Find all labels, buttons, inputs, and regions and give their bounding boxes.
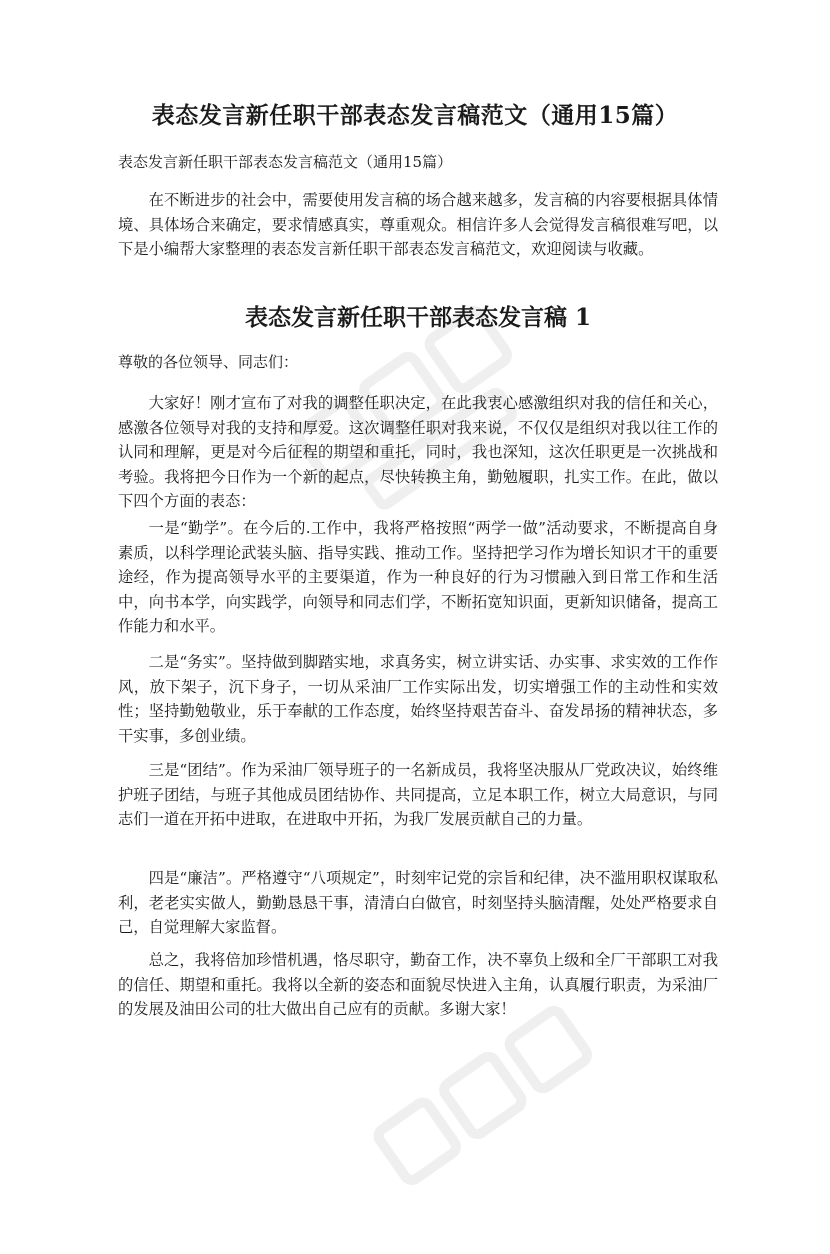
body-paragraph-6: 总之，我将倍加珍惜机遇，恪尽职守，勤奋工作，决不辜负上级和全厂干部职工对我的信任、期望和重托。我将以全新的姿态和面貌尽快进入主角，认真履行职责，为采油厂的发展及油田公司的壮大做出自己应有的贡献。多谢大家！ [118, 951, 718, 1018]
document-subtitle: 表态发言新任职干部表态发言稿范文（通用15篇） [118, 153, 453, 171]
body-paragraph-5: 四是“廉洁”。严格遵守“八项规定”，时刻牢记党的宗旨和纪律，决不滥用职权谋取私利，老老实实做人，勤勤恳恳干事，清清白白做官，时刻坚持头脑清醒，处处严格要求自己，自觉理解大家监督。 [118, 869, 718, 936]
body-paragraph-4: 三是“团结”。作为采油厂领导班子的一名新成员，我将坚决服从厂党政决议，始终维护班子团结，与班子其他成员团结协作、共同提高，立足本职工作，树立大局意识，与同志们一道在开拓中进取，在进取中开拓，为我厂发展贡献自己的力量。 [118, 761, 718, 828]
section-title: 表态发言新任职干部表态发言稿 1 [244, 304, 591, 331]
body-paragraph-2: 一是“勤学”。在今后的.工作中，我将严格按照“两学一做”活动要求，不断提高自身素质，以科学理论武装头脑、指导实践、推动工作。坚持把学习作为增长知识才干的重要途经，作为提高领导水平的主要渠道，作为一种良好的行为习惯融入到日常工作和生活中，向书本学，向实践学，向领导和同志们学，不断拓宽知识面，更新知识储备，提高工作能力和水平。 [118, 519, 718, 635]
intro-paragraph: 在不断进步的社会中，需要使用发言稿的场合越来越多，发言稿的内容要根据具体情境、具体场合来确定，要求情感真实，尊重观众。相信许多人会觉得发言稿很难写吧，以下是小编帮大家整理的表态发言新任职干部表态发言稿范文，欢迎阅读与收藏。 [118, 191, 718, 258]
greeting-line: 尊敬的各位领导、同志们： [118, 353, 299, 371]
document-title: 表态发言新任职干部表态发言稿范文（通用15篇） [151, 102, 679, 129]
body-paragraph-3: 二是“务实”。坚持做到脚踏实地，求真务实，树立讲实话、办实事、求实效的工作作风，放下架子，沉下身子，一切从采油厂工作实际出发，切实增强工作的主动性和实效性；坚持勤勉敬业，乐于奉献的工作态度，始终坚持艰苦奋斗、奋发昂扬的精神状态，多干实事，多创业绩。 [118, 653, 718, 745]
watermark-icon [356, 986, 644, 1254]
body-paragraph-1: 大家好！刚才宣布了对我的调整任职决定，在此我衷心感激组织对我的信任和关心，感激各位领导对我的支持和厚爱。这次调整任职对我来说，不仅仅是组织对我以往工作的认同和理解，更是对今后征程的期望和重托，同时，我也深知，这次任职更是一次挑战和考验。我将把今日作为一个新的起点，尽快转换主角，勤勉履职，扎实工作。在此，做以下四个方面的表态： [118, 394, 718, 510]
